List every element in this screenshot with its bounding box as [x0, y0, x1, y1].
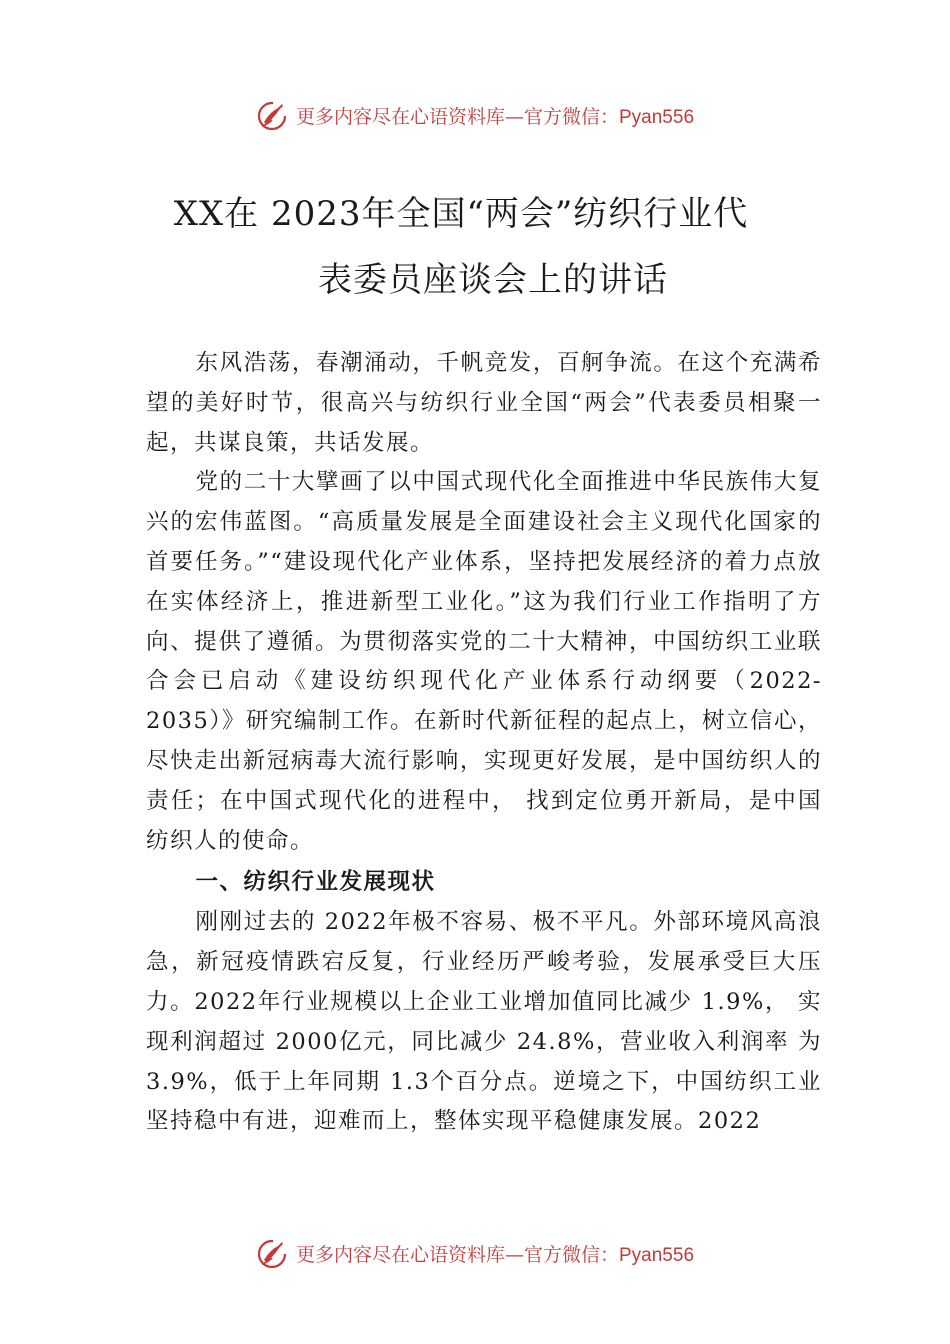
paragraph-status: 刚刚过去的 2022年极不容易、极不平凡。外部环境风高浪急，新冠疫情跌宕反复，行业经历严峻考验，发展承受巨大压力。2022年行业规模以上企业工业增加值同比减少 1.9%， 实现利润超过 2000亿元，同比减少 24.8%，营业收入利润率 为 3.9%，低于上年同期 1.3个百分点。逆境之下，中国纺织工业坚持稳中有进，迎难而上，整体实现平稳健康发展。2022 [146, 909, 822, 1135]
watermark-main-text: 更多内容尽在心语资料库—官方微信： [295, 1243, 619, 1266]
watermark-main-text: 更多内容尽在心语资料库—官方微信： [295, 105, 619, 128]
paragraph-opening: 东风浩荡，春潮涌动，千帆竞发，百舸争流。在这个充满希望的美好时节，很高兴与纺织行业全国“两会”代表委员相聚一起，共谋良策，共话发展。 [146, 350, 822, 456]
paragraph-blueprint: 党的二十大擘画了以中国式现代化全面推进中华民族伟大复兴的宏伟蓝图。“高质量发展是全面建设社会主义现代化国家的首要任务。”“建设现代化产业体系，坚持把发展经济的着力点放在实体经济上，推进新型工业化。”这为我们行业工作指明了方向、提供了遵循。为贯彻落实党的二十大精神，中国纺织工业联合会已启动《建设纺织现代化产业体系行动纲要（2022-2035）》研究编制工作。在新时代新征程的起点上，树立信心，尽快走出新冠病毒大流行影响，实现更好发展，是中国纺织人的责任；在中国式现代化的进程中， 找到定位勇开新局，是中国纺织人的使命。 [146, 469, 823, 854]
watermark-text [296, 1240, 694, 1267]
watermark-footer [0, 1233, 950, 1273]
watermark-account: Pyan556 [619, 1244, 695, 1266]
document-title-line-1: XX在 2023年全国“两会”纺织行业代 [173, 194, 749, 234]
document-title-line-2: 表委员座谈会上的讲话 [318, 260, 668, 300]
watermark-account: Pyan556 [619, 106, 695, 128]
brush-logo-icon [256, 98, 290, 132]
section-heading: 一、纺织行业发展现状 [195, 869, 436, 896]
brush-logo-icon [256, 1236, 290, 1270]
document-body [146, 344, 822, 1142]
watermark-header [0, 95, 950, 135]
watermark-text [296, 102, 694, 129]
